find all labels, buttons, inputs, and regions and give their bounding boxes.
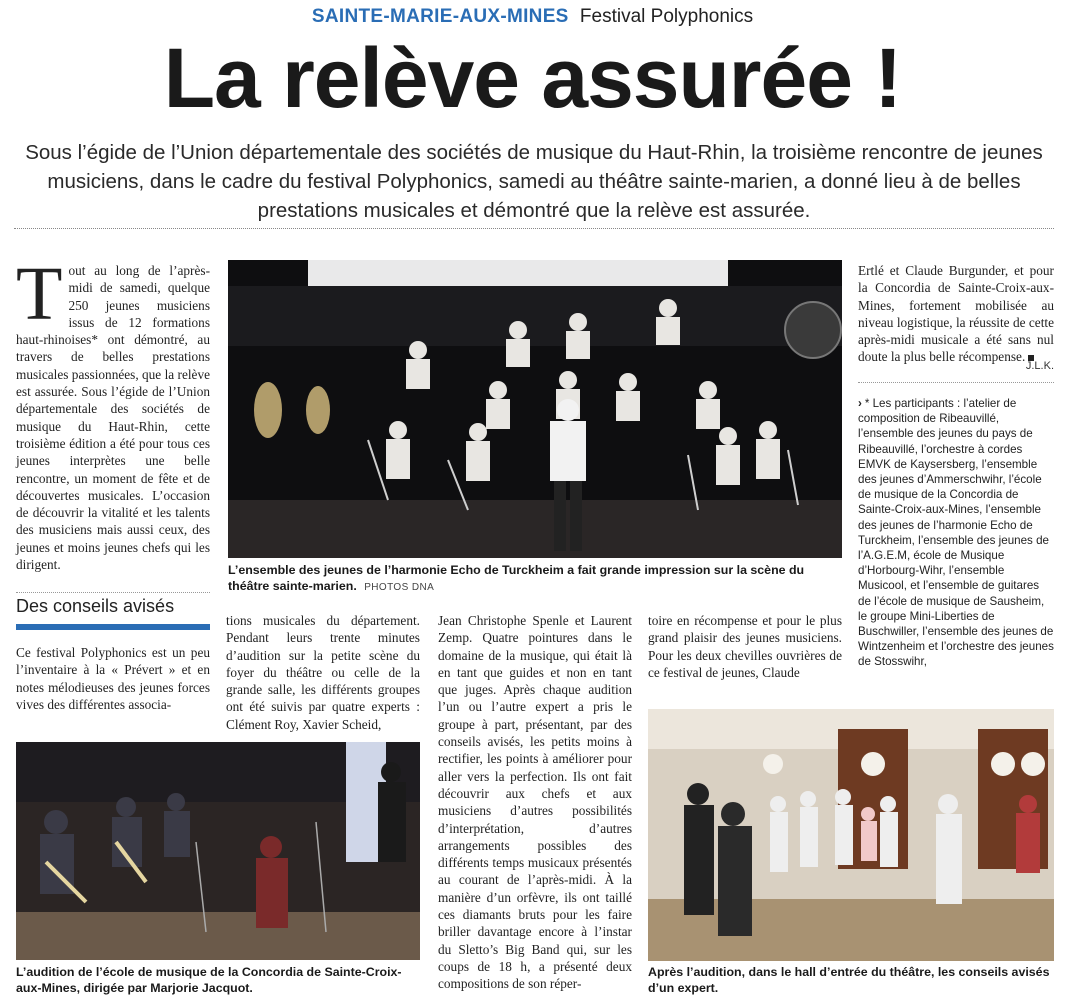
photo-caption-left: L’audition de l’école de musique de la Concordia de Sainte-Croix-aux-Mines, dirigée par Marjorie Jacquot. xyxy=(16,965,402,995)
header-divider xyxy=(14,228,1054,229)
location-label: SAINTE-MARIE-AUX-MINES xyxy=(311,6,569,27)
caption-main-text: L’ensemble des jeunes de l’harmonie Echo de Turckheim a fait grande impression sur la scène du théâtre sainte-marien. xyxy=(228,563,805,593)
article-conclusion: Ertlé et Claude Burgunder, et pour la Concordia de Sainte-Croix-aux-Mines, fortement mobilisée au niveau logistique, la réussite de cette après-midi musicale a été sans nul doute la plus belle récompense. xyxy=(858,263,1054,365)
photo-orchestra-stage xyxy=(228,260,842,558)
subhead-divider xyxy=(16,592,210,593)
article-kicker xyxy=(0,6,1065,28)
photo-caption-right: Après l’audition, dans le hall d’entrée du théâtre, les conseils avisés d’un expert. xyxy=(648,965,1050,995)
participants-divider xyxy=(858,382,1054,383)
article-column-4: toire en récompense et pour le plus grand plaisir des jeunes musiciens. Pour les deux chevilles ouvrières de ce festival de jeunes, Claude xyxy=(648,613,842,680)
article-column-3: Jean Christophe Spenle et Laurent Zemp. Quatre pointures dans le domaine de la musique, qui était là en tant que guides et non en tant que juges. Après chaque audition l’un ou l’autre expert a pris le groupe à part, présentant, par des conseils avisés, les petits moins à rectifier, les points à améliorer pour aller vers la perfection. Ils ont fait découvrir aux chefs et aux musiciens d’autres possibilités d’interprétation, d’autres arrangements possibles des différents temps musicaux présentés au courant de l’après-midi. À la manière d’un orfèvre, ils ont taillé ces diamants bruts pour les faire briller davantage encore à l’instar du Sletto’s Big Band qui, sur les coups de 18 h, a présenté deux compositions de son réper- xyxy=(438,613,632,992)
festival-label: Festival Polyphonics xyxy=(579,6,754,27)
article-intro-text: out au long de l’après-midi de samedi, quelque 250 jeunes musiciens issus de 12 formations haut-rhinoises* ont démontré, au travers de belles prestations musicales passionnées, que la relève est assurée. Sous l’égide de l’Union départementale des sociétés de musique du Haut-Rhin, cette troisième édition a été pour tous ces jeunes interprètes une belle rencontre, un moment de fête et de découvertes musicales. L’occasion de découvrir la vitalité et les talents des musiciens mais aussi ceux, des jeunes et moins jeunes chefs qui les dirigent. xyxy=(16,263,210,573)
photo-credit: PHOTOS DNA xyxy=(364,582,435,593)
article-standfirst: Sous l’égide de l’Union départementale des sociétés de musique du Haut-Rhin, la troisième rencontre de jeunes musiciens, dans le cadre du festival Polyphonics, samedi au théâtre sainte-marien, a donné lieu à de belles prestations musicales et démontré que la relève est assurée. xyxy=(25,141,1043,222)
article-column-5 xyxy=(858,262,1054,366)
subhead-block xyxy=(16,596,210,617)
article-headline: La relève assurée ! xyxy=(163,31,902,125)
subhead: Des conseils avisés xyxy=(16,596,175,616)
drop-cap: T xyxy=(16,252,63,336)
participants-text: * Les participants : l’atelier de composition de Ribeauvillé, l’ensemble des jeunes du pays de Ribeauvillé, l’orchestre à cordes EMVK de Kaysersberg, l’ensemble des jeunes d’Ammerschwihr, l’école de musique de la Concordia de Sainte-Croix-aux-Mines, l’ensemble des jeunes de l’harmonie Echo de Turckheim, l’ensemble des jeunes de l’A.G.E.M, école de Musique d’Horbourg-Wihr, l’ensemble Musicool, et l’ensemble de guitares de l’école de musique de Sausheim, le groupe Mini-Liberties de Buschwiller, l’ensemble des jeunes de Wintzenheim et l’orchestre des jeunes de Stosswihr, xyxy=(858,397,1054,669)
photo-caption-main xyxy=(228,562,842,596)
chevron-right-icon: › xyxy=(858,397,862,410)
article-column-2: tions musicales du département. Pendant leurs trente minutes d’audition sur la petite scène du foyer du théâtre ou celle de la grande salle, les différents groupes ont été suivis par quatre experts : Clément Roy, Xavier Scheid, xyxy=(226,613,420,732)
photo-concordia-audition xyxy=(16,742,420,960)
photo-hall-expert-advice xyxy=(648,709,1054,961)
article-column-1 xyxy=(16,252,210,573)
author-signature: J.L.K. xyxy=(1025,360,1054,372)
subhead-accent-bar xyxy=(16,624,210,630)
article-column-1b: Ce festival Polyphonics est un peu l’inventaire à la « Prévert » et en notes mélodieuses des jeunes forces vives des différentes associa- xyxy=(16,645,210,712)
participants-list xyxy=(858,396,1054,670)
